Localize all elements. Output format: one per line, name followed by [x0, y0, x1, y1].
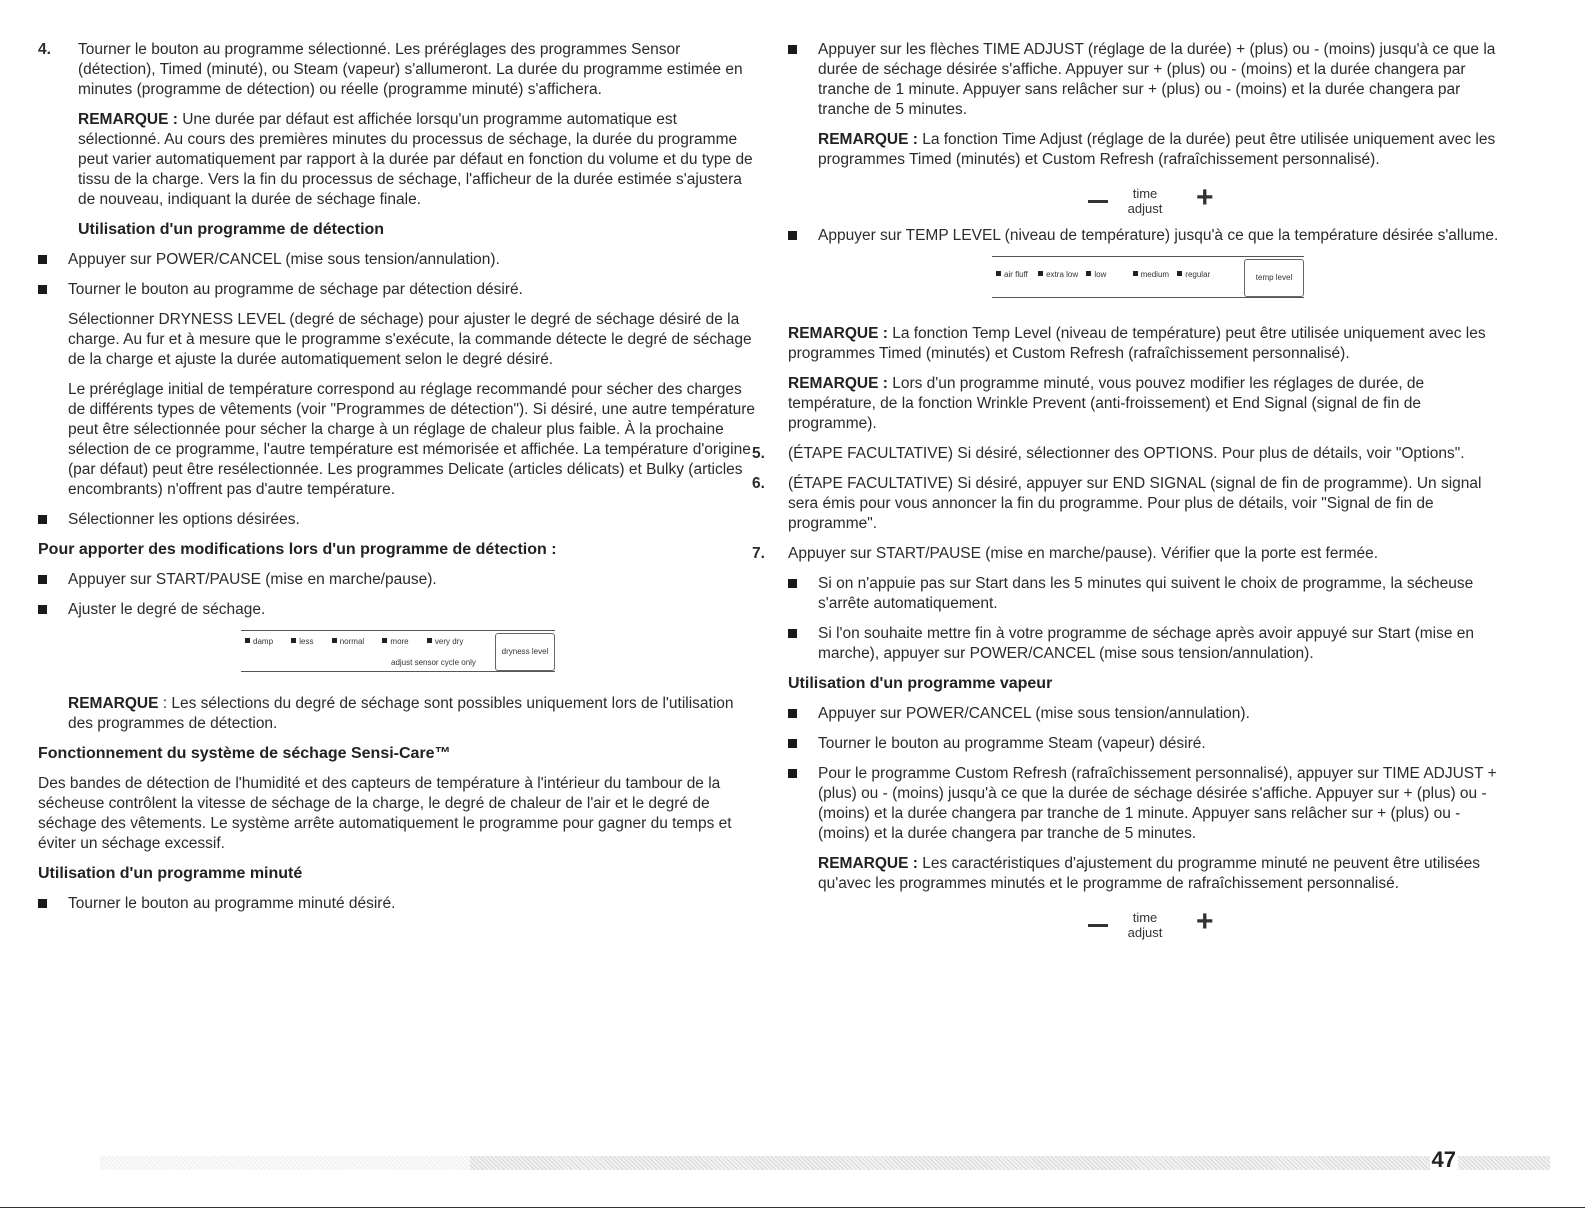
plus-icon: + — [1196, 905, 1214, 938]
step-4 — [38, 40, 758, 240]
step-7 — [752, 544, 1508, 664]
right-column — [752, 40, 1508, 950]
timed-steps-cont — [788, 40, 1508, 120]
note-label: REMARQUE : — [818, 855, 918, 872]
dryness-option: more — [382, 637, 408, 647]
temp-option: regular — [1177, 270, 1210, 280]
plus-icon: + — [1196, 181, 1214, 214]
step-number: 7. — [752, 545, 765, 562]
bottom-rule — [0, 1207, 1585, 1208]
note — [788, 374, 1508, 434]
note — [38, 694, 758, 734]
note-text: : Les sélections du degré de séchage sont possibles uniquement lors de l'utilisation des programmes de détection. — [68, 695, 734, 732]
list-item: Pour le programme Custom Refresh (rafraîchissement personnalisé), appuyer sur TIME ADJUST + (plus) ou - (moins) jusqu'à ce que la durée de séchage désirée s'affiche. Appuyer sur + (plus) ou - (moins) et la durée changera par tranche de 1 minute. Appuyer sans relâcher sur + (plus) ou - (moins) et la durée changera par tranche de 5 minutes. — [788, 764, 1508, 844]
footer-pattern-left — [100, 1156, 470, 1170]
list-item: Appuyer sur POWER/CANCEL (mise sous tension/annulation). — [788, 704, 1508, 724]
dryness-option: less — [291, 637, 313, 647]
step-text: (ÉTAPE FACULTATIVE) Si désiré, appuyer sur END SIGNAL (signal de fin de programme). Un signal sera émis pour vous annoncer la fin du programme. Pour plus de détails, voir "Signal de fin de programme". — [788, 475, 1482, 532]
section-heading-modify: Pour apporter des modifications lors d'un programme de détection : — [38, 541, 557, 558]
sensing-steps — [38, 250, 758, 300]
temp-option: medium — [1133, 270, 1169, 280]
note-label: REMARQUE — [68, 695, 159, 712]
left-column — [38, 40, 758, 924]
list-item: Sélectionner les options désirées. — [38, 510, 758, 530]
step-text: (ÉTAPE FACULTATIVE) Si désiré, sélectionner des OPTIONS. Pour plus de détails, voir "Options". — [788, 445, 1465, 462]
step-number: 6. — [752, 475, 765, 492]
list-item: Tourner le bouton au programme minuté désiré. — [38, 894, 758, 914]
dryness-level-button: dryness level — [495, 633, 555, 671]
note — [788, 324, 1508, 364]
temp-option: air fluff — [996, 270, 1028, 280]
list-item: Si l'on souhaite mettre fin à votre programme de séchage après avoir appuyé sur Start (mise en marche), appuyer sur POWER/CANCEL (mise sous tension/annulation). — [788, 624, 1508, 664]
step-5 — [752, 444, 1508, 464]
note-text: La fonction Temp Level (niveau de température) peut être utilisée uniquement avec les programmes Timed (minutés) et Custom Refresh (rafraîchissement personnalisé). — [788, 325, 1486, 362]
sensing-steps-2 — [38, 510, 758, 530]
note-text: Lors d'un programme minuté, vous pouvez modifier les réglages de durée, de température, de la fonction Wrinkle Prevent (anti-froissement) et End Signal (signal de fin de programme). — [788, 375, 1425, 432]
note-label: REMARQUE : — [818, 131, 918, 148]
step-number: 4. — [38, 41, 51, 58]
paragraph: Des bandes de détection de l'humidité et des capteurs de température à l'intérieur du tambour de la sécheuse contrôlent la vitesse de séchage de la charge, le degré de chaleur de l'air et le degré de séchage des vêtements. Le système arrête automatiquement le programme pour gagner du temps et éviter un séchage excessif. — [38, 775, 732, 852]
step-6 — [752, 474, 1508, 534]
temp-control-panel — [992, 256, 1304, 298]
list-item: Appuyer sur les flèches TIME ADJUST (réglage de la durée) + (plus) ou - (moins) jusqu'à ce que la durée de séchage désirée s'affiche. Appuyer sur + (plus) ou - (moins) et la durée changera par tranche de 1 minute. Appuyer sans relâcher sur + (plus) ou - (moins) et la durée changera par tranche de 5 minutes. — [788, 40, 1508, 120]
time-adjust-label: time adjust — [1127, 910, 1163, 940]
list-item: Ajuster le degré de séchage. — [38, 600, 758, 620]
list-item: Appuyer sur START/PAUSE (mise en marche/pause). — [38, 570, 758, 590]
note-text: La fonction Time Adjust (réglage de la durée) peut être utilisée uniquement avec les programmes Timed (minutés) et Custom Refresh (rafraîchissement personnalisé). — [818, 131, 1496, 168]
dryness-option: damp — [245, 637, 273, 647]
temp-level-button: temp level — [1244, 259, 1304, 297]
temp-option: extra low — [1038, 270, 1078, 280]
paragraph: Le préréglage initial de température correspond au réglage recommandé pour sécher des charges de différents types de vêtements (voir "Programmes de détection"). Si désiré, une autre température peut être sélectionnée pour sécher la charge à un réglage de chaleur plus faible. À la prochaine sélection de ce programme, l'autre température est mémorisée et affichée. La température d'origine (par défaut) peut être resélectionnée. Les programmes Delicate (articles délicats) et Bulky (articles encombrants) n'offrent pas d'autre température. — [68, 381, 756, 498]
sensor-cycle-note: adjust sensor cycle only — [391, 658, 476, 667]
section-heading-timed: Utilisation d'un programme minuté — [38, 865, 303, 882]
section-heading-steam: Utilisation d'un programme vapeur — [788, 675, 1053, 692]
temp-options — [996, 270, 1210, 280]
list-item: Tourner le bouton au programme de séchage par détection désiré. — [38, 280, 758, 300]
timed-steps — [38, 894, 758, 914]
dryness-control-panel — [241, 630, 555, 672]
paragraph: Sélectionner DRYNESS LEVEL (degré de séchage) pour ajuster le degré de séchage désiré de la charge. Au fur et à mesure que le programme s'exécute, la commande détecte le degré de séchage de la charge et ajuste la durée automatiquement selon le degré désiré. — [68, 311, 752, 368]
section-heading-sensing: Utilisation d'un programme de détection — [78, 221, 385, 238]
list-item: Appuyer sur POWER/CANCEL (mise sous tension/annulation). — [38, 250, 758, 270]
list-item: Tourner le bouton au programme Steam (vapeur) désiré. — [788, 734, 1508, 754]
steam-steps — [788, 704, 1508, 844]
dryness-option: very dry — [427, 637, 463, 647]
time-adjust-control-2 — [788, 904, 1508, 944]
note-label: REMARQUE : — [788, 375, 888, 392]
section-heading-sensi-care: Fonctionnement du système de séchage Sensi-Care™ — [38, 745, 451, 762]
modify-steps — [38, 570, 758, 620]
note — [788, 854, 1508, 894]
time-adjust-control — [788, 180, 1508, 220]
step-text: Tourner le bouton au programme sélectionné. Les préréglages des programmes Sensor (détection), Timed (minuté), ou Steam (vapeur) s'allumeront. La durée du programme estimée en minutes (programme de détection) ou réelle (programme minuté) s'affichera. — [78, 41, 743, 98]
temp-steps — [788, 226, 1508, 246]
note-label: REMARQUE : — [788, 325, 888, 342]
step-text: Appuyer sur START/PAUSE (mise en marche/pause). Vérifier que la porte est fermée. — [788, 545, 1379, 562]
temp-option: low — [1086, 270, 1106, 280]
note — [788, 130, 1508, 170]
note-text: Une durée par défaut est affichée lorsqu'un programme automatique est sélectionné. Au cours des premières minutes du processus de séchage, la durée du programme peut varier automatiquement par rapport à la durée par défaut en fonction du volume et du type de tissu de la charge. Vers la fin du processus de séchage, l'afficheur de la durée estimée s'ajustera de nouveau, indiquant la durée de séchage finale. — [78, 111, 753, 208]
step-7-bullets — [788, 574, 1508, 664]
list-item: Appuyer sur TEMP LEVEL (niveau de température) jusqu'à ce que la température désirée s'allume. — [788, 226, 1508, 246]
list-item: Si on n'appuie pas sur Start dans les 5 minutes qui suivent le choix de programme, la sécheuse s'arrête automatiquement. — [788, 574, 1508, 614]
minus-icon — [1088, 200, 1108, 203]
step-number: 5. — [752, 445, 765, 462]
note-label: REMARQUE : — [78, 111, 178, 128]
dryness-option: normal — [332, 637, 364, 647]
page-number: 47 — [1431, 1147, 1456, 1172]
dryness-options — [245, 637, 463, 647]
note-text: Les caractéristiques d'ajustement du programme minuté ne peuvent être utilisées qu'avec les programmes minutés et le programme de rafraîchissement personnalisé. — [818, 855, 1481, 892]
footer-pattern — [470, 1156, 1550, 1170]
time-adjust-label: time adjust — [1127, 186, 1163, 216]
note — [78, 110, 758, 210]
minus-icon — [1088, 924, 1108, 927]
